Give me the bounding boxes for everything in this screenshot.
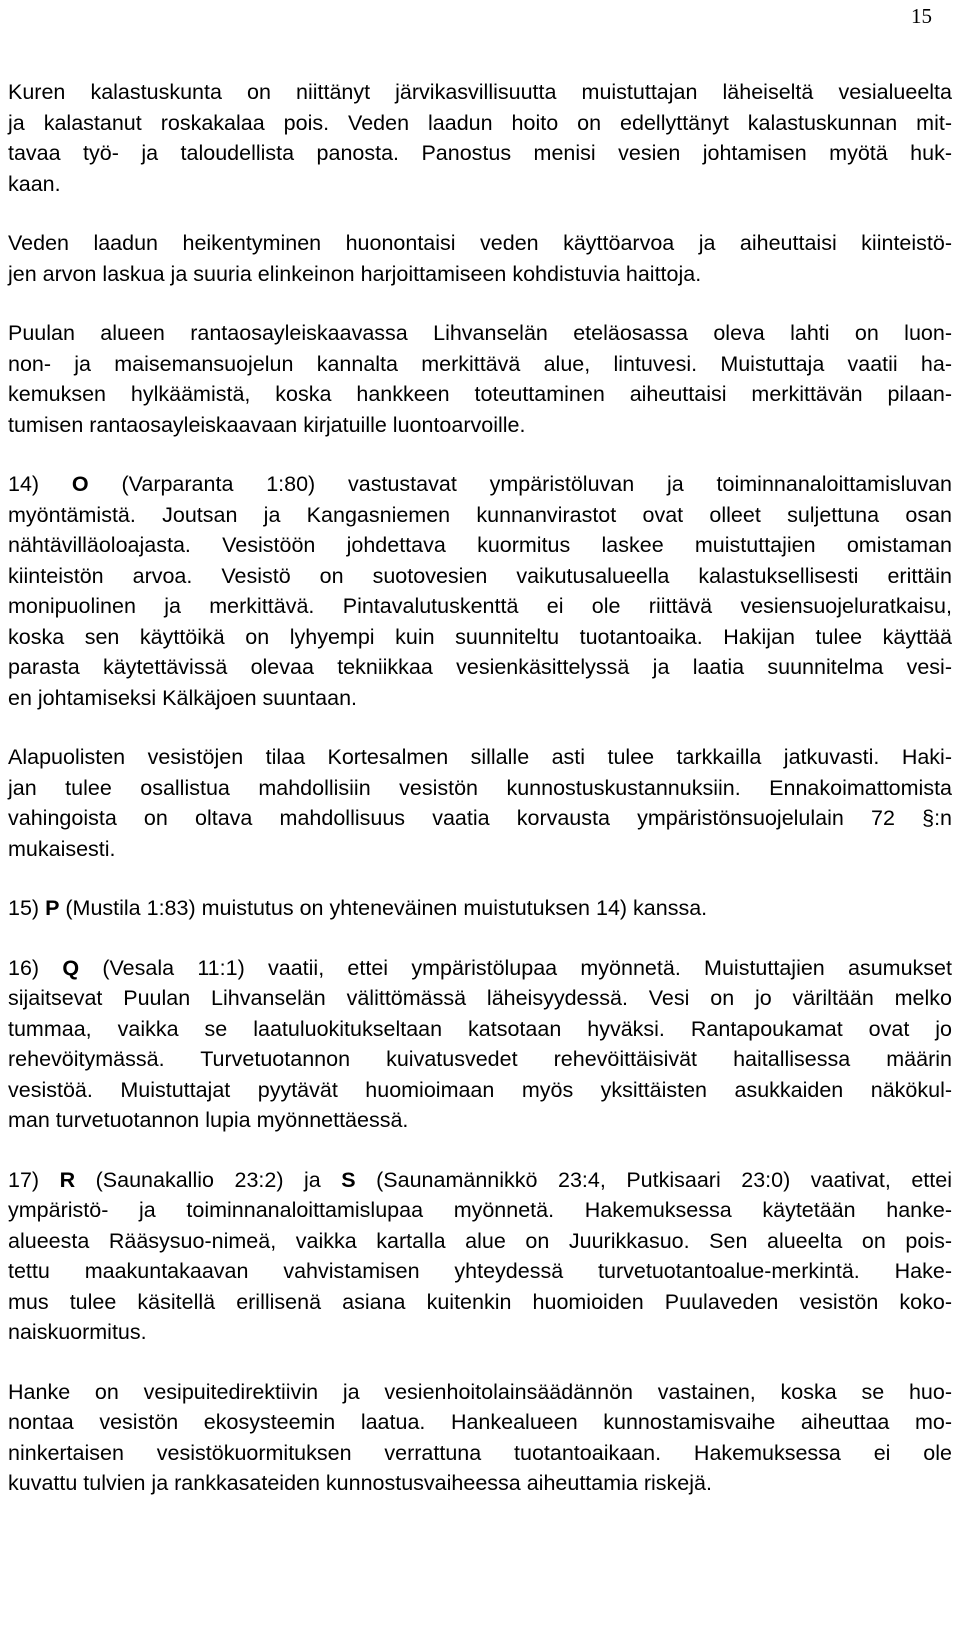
text-run: (Vesala 11:1) vaatii, ettei ympäristölupaa myönnetä. Muistuttajien asumukset: [79, 955, 952, 980]
document-body: [8, 77, 952, 1528]
text-line: en johtamiseksi Kälkäjoen suuntaan.: [8, 685, 357, 710]
party-label: P: [45, 896, 60, 920]
text-line: mus tulee käsitellä erillisenä asiana kuitenkin huomioiden Puulaveden vesistön koko-: [8, 1289, 952, 1314]
page-number: 15: [911, 4, 932, 28]
text-line: ja kalastanut roskakalaa pois. Veden laadun hoito on edellyttänyt kalastuskunnan mit-: [8, 110, 952, 135]
paragraph-1: [8, 77, 952, 199]
text-line: nähtävilläoloajasta. Vesistöön johdettava kuormitus laskee muistuttajien omistaman: [8, 533, 952, 557]
text-line: ympäristö- ja toiminnanaloittamislupaa myönnetä. Hakemuksessa käytetään hanke-: [8, 1198, 952, 1222]
text-line: naiskuormitus.: [8, 1320, 147, 1344]
text-line: jen arvon laskua ja suuria elinkeinon harjoittamiseen kohdistuvia haittoja.: [8, 261, 702, 286]
paragraph-9: [8, 1377, 952, 1499]
text-line: vesistöä. Muistuttajat pyytävät huomioimaan myös yksittäisten asukkaiden näkökul-: [8, 1077, 952, 1102]
text-line: sijaitsevat Puulan Lihvanselän välittömässä läheisyydessä. Vesi on jo väriltään melko: [8, 986, 952, 1010]
text-line: Alapuolisten vesistöjen tilaa Kortesalmen sillalle asti tulee tarkkailla jatkuvasti. Haki-: [8, 745, 952, 769]
item-number: 15): [8, 896, 46, 920]
text-line: tavaa työ- ja taloudellista panosta. Panostus menisi vesien johtamisen myötä huk-: [8, 141, 952, 165]
text-run: (Saunamännikkö 23:4, Putkisaari 23:0) vaativat, ettei: [355, 1167, 952, 1192]
paragraph-item-16: [8, 953, 952, 1136]
text-line: Puulan alueen rantaosayleiskaavassa Lihvanselän eteläosassa oleva lahti on luon-: [8, 321, 952, 345]
item-number: 17): [8, 1167, 60, 1192]
text-line: tettu maakuntakaavan vahvistamisen yhteydessä turvetuotantoalue-merkintä. Hake-: [8, 1259, 952, 1283]
text-line: monipuolinen ja merkittävä. Pintavalutuskenttä ei ole riittävä vesiensuojeluratkaisu,: [8, 594, 952, 618]
text-line: parasta käytettävissä olevaa tekniikkaa vesienkäsittelyssä ja laatia suunnitelma vesi-: [8, 655, 952, 679]
text-line: kemuksen hylkäämistä, koska hankkeen toteuttaminen aiheuttaisi merkittävän pilaan-: [8, 382, 952, 406]
text-line: mukaisesti.: [8, 836, 116, 861]
text-line: kuvattu tulvien ja rankkasateiden kunnostusvaiheessa aiheuttamia riskejä.: [8, 1471, 712, 1495]
text-line: koska sen käyttöikä on lyhyempi kuin suunniteltu tuotantoaika. Hakijan tulee käyttää: [8, 624, 952, 649]
text-run: (Mustila 1:83) muistutus on yhteneväinen muistutuksen 14) kanssa.: [59, 896, 708, 920]
text-line: [8, 469, 952, 500]
text-run: (Varparanta 1:80) vastustavat ympäristöluvan ja toiminnanaloittamisluvan: [88, 472, 952, 496]
text-line: tummaa, vaikka se laatuluokitukseltaan katsotaan hyväksi. Rantapoukamat ovat jo: [8, 1016, 952, 1041]
text-line: vahingoista on oltava mahdollisuus vaatia korvausta ympäristönsuojelulain 72 §:n: [8, 806, 952, 830]
party-label: Q: [62, 955, 80, 980]
item-number: 14): [8, 472, 72, 496]
text-line: kaan.: [8, 171, 61, 196]
paragraph-item-17: [8, 1165, 952, 1348]
text-line: ninkertaisen vesistökuormituksen verrattuna tuotantoaikaan. Hakemuksessa ei ole: [8, 1440, 952, 1465]
text-line: alueesta Rääsysuo-nimeä, vaikka kartalla alue on Juurikkasuo. Sen alueelta on pois-: [8, 1228, 952, 1253]
text-line: kiinteistön arvoa. Vesistö on suotovesien vaikutusalueella kalastuksellisesti erittäin: [8, 563, 952, 588]
text-line: man turvetuotannon lupia myönnettäessä.: [8, 1108, 409, 1132]
text-line: myöntämistä. Joutsan ja Kangasniemen kunnanvirastot ovat olleet suljettuna osan: [8, 502, 952, 527]
item-number: 16): [8, 955, 63, 980]
text-line: non- ja maisemansuojelun kannalta merkittävä alue, lintuvesi. Muistuttaja vaatii ha-: [8, 351, 952, 376]
text-line: Kuren kalastuskunta on niittänyt järvikasvillisuutta muistuttajan läheiseltä vesialueelta: [8, 80, 952, 104]
party-label: O: [71, 472, 89, 496]
text-line: jan tulee osallistua mahdollisiin vesistön kunnostuskustannuksiin. Ennakoimattomista: [8, 775, 952, 800]
text-line: Hanke on vesipuitedirektiivin ja vesienhoitolainsäädännön vastainen, koska se huo-: [8, 1379, 952, 1404]
text-line: [8, 1165, 952, 1196]
text-line: Veden laadun heikentyminen huonontaisi veden käyttöarvoa ja aiheuttaisi kiinteistö-: [8, 231, 952, 255]
text-line: [8, 893, 952, 924]
paragraph-2: [8, 228, 952, 289]
text-line: tumisen rantaosayleiskaavaan kirjatuille luontoarvoille.: [8, 412, 526, 437]
party-label: S: [341, 1167, 356, 1192]
text-line: rehevöitymässä. Turvetuotannon kuivatusvedet rehevöittäisivät haitallisessa määrin: [8, 1047, 952, 1071]
paragraph-item-14: [8, 469, 952, 713]
paragraph-item-15: [8, 893, 952, 924]
text-run: (Saunakallio 23:2) ja: [75, 1167, 342, 1192]
paragraph-5: [8, 742, 952, 864]
text-line: nontaa vesistön ekosysteemin laatua. Hankealueen kunnostamisvaihe aiheuttaa mo-: [8, 1410, 952, 1434]
party-label: R: [59, 1167, 76, 1192]
paragraph-3: [8, 318, 952, 440]
text-line: [8, 953, 952, 984]
